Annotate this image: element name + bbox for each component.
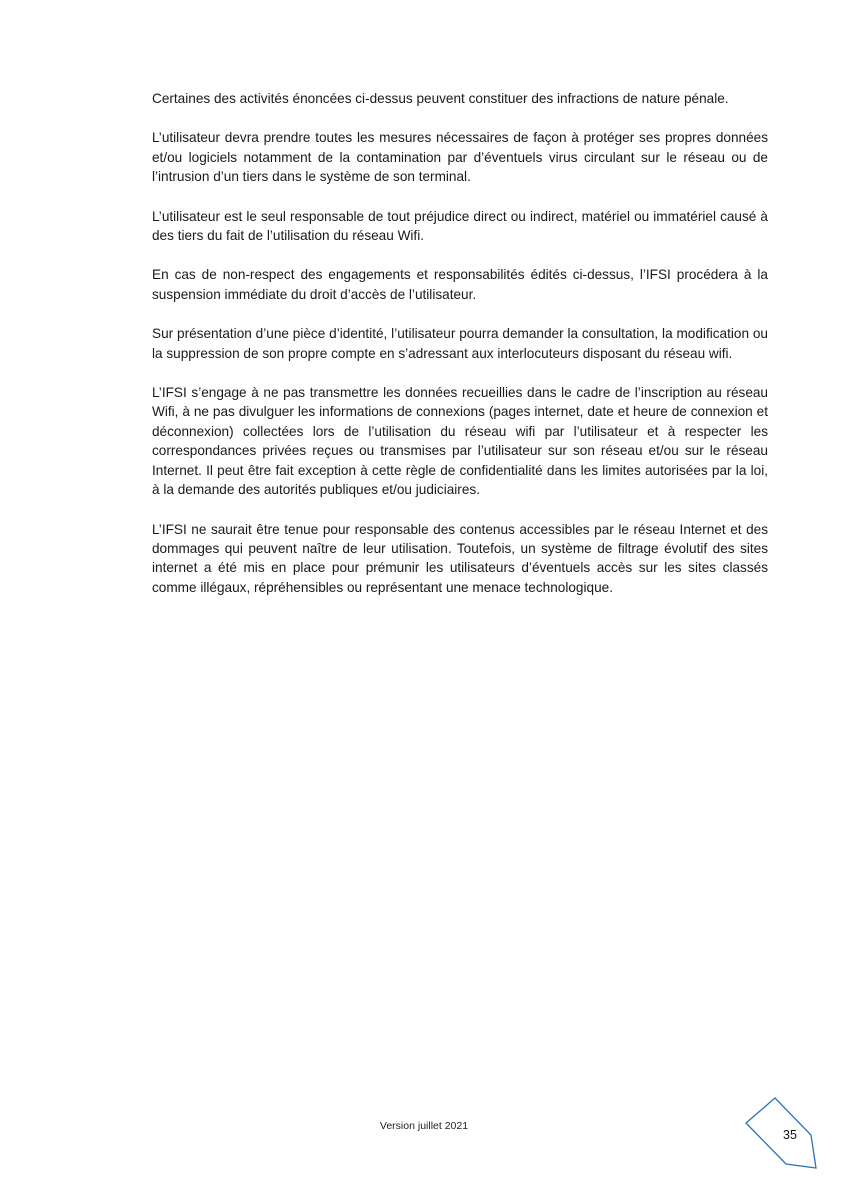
paragraph-user-liability: L’utilisateur est le seul responsable de tout préjudice direct ou indirect, matériel ou immatériel causé à des tiers du fait de l’utilisation du réseau Wifi. [152, 208, 768, 244]
paragraph-content-filtering: L’IFSI ne saurait être tenue pour responsable des contenus accessibles par le réseau Internet et des dommages qui peuvent naître de leur utilisation. Toutefois, un système de filtrage évolutif des sites internet a été mis en place pour prémunir les utilisateurs d’éventuels accès sur les sites classés comme illégaux, répréhensibles ou représentant une menace technologique. [152, 521, 768, 595]
paragraph-confidentiality: L’IFSI s’engage à ne pas transmettre les données recueillies dans le cadre de l’inscription au réseau Wifi, à ne pas divulguer les informations de connexions (pages internet, date et heure de connexion et déconnexion) collectées lors de l’utilisation du réseau wifi par l’utilisateur et à respecter les correspondances privées reçues ou transmises par l’utilisateur sur son réseau et/ou sur le réseau Internet. Il peut être fait exception à cette règle de confidentialité dans les limites autorisées par la loi, à la demande des autorités publiques et/ou judiciaires. [152, 385, 768, 498]
page-body [152, 89, 768, 617]
paragraph-access-suspension: En cas de non-respect des engagements et responsabilités édités ci-dessus, l’IFSI procédera à la suspension immédiate du droit d’accès de l’utilisateur. [152, 267, 768, 302]
paragraph-penal-infractions: Certaines des activités énoncées ci-dessus peuvent constituer des infractions de nature pénale. [152, 91, 729, 106]
paragraph-data-protection: L’utilisateur devra prendre toutes les mesures nécessaires de façon à protéger ses propres données et/ou logiciels notamment de la contamination par d’éventuels virus circulant sur le réseau ou de l’intrusion d’un tiers dans le système de son terminal. [152, 130, 768, 185]
footer-version: Version juillet 2021 [379, 1120, 469, 1132]
page-number: 35 [783, 1128, 797, 1142]
paragraph-account-rights: Sur présentation d’une pièce d’identité, l’utilisateur pourra demander la consultation, la modification ou la suppression de son propre compte en s’adressant aux interlocuteurs disposant du réseau wifi. [152, 326, 768, 361]
